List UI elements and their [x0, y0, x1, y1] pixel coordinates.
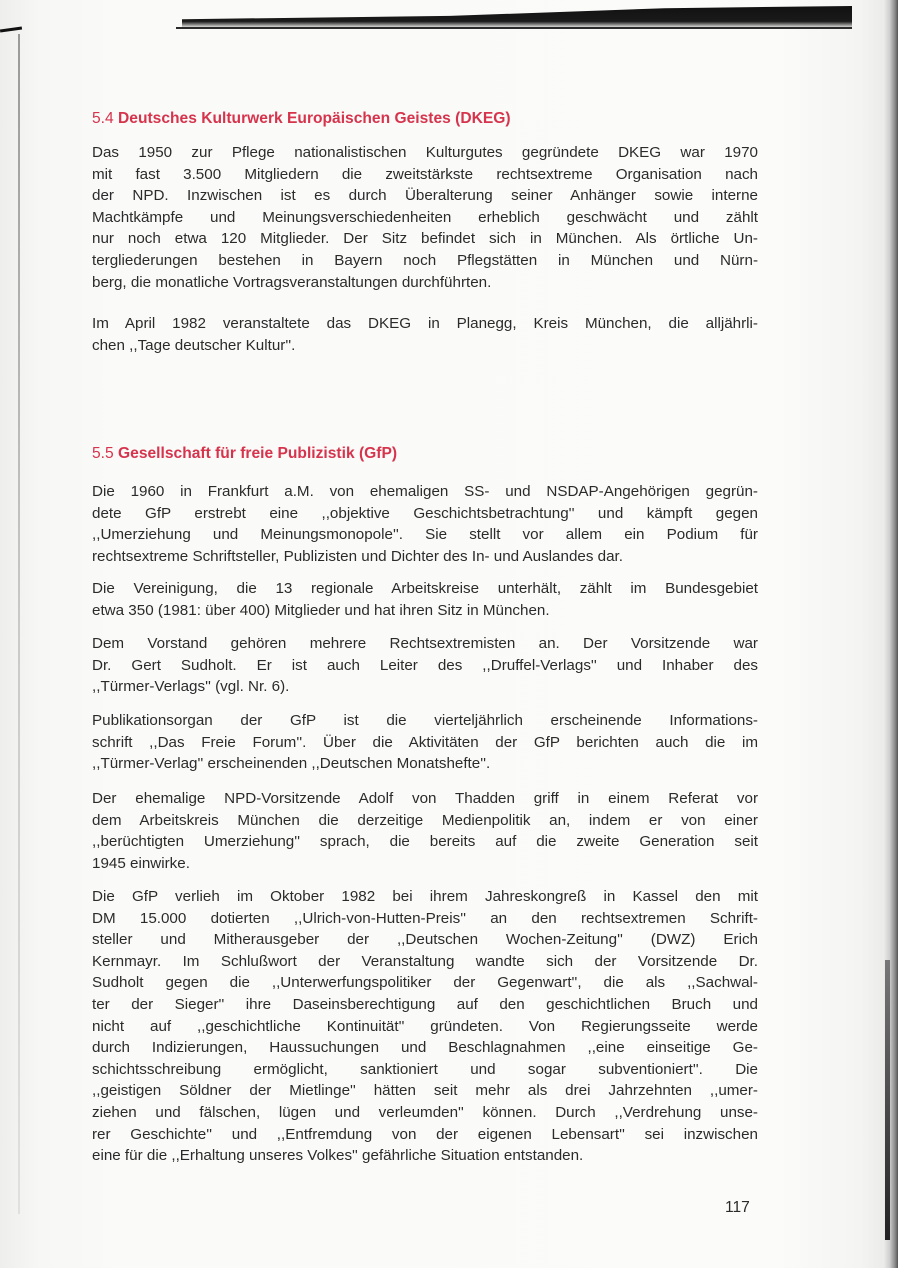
scan-edge-line [176, 27, 852, 29]
text-line: Der ehemalige NPD-Vorsitzende Adolf von Thadden griff in einem Referat vor [92, 790, 758, 807]
text-line: ziehen und fälschen, lügen und verleumden'' können. Durch ,,Verdrehung unse- [92, 1103, 758, 1121]
text-line: Publikationsorgan der GfP ist die vierteljährlich erscheinende Informations- [92, 712, 758, 729]
text-line: schrift ,,Das Freie Forum''. Über die Aktivitäten der GfP berichten auch die im [92, 733, 758, 751]
text-line: etwa 350 (1981: über 400) Mitglieder und hat ihren Sitz in München. [92, 601, 550, 619]
text-line: Die Vereinigung, die 13 regionale Arbeitskreise unterhält, zählt im Bundesgebiet [92, 580, 758, 597]
text-line: ,,Türmer-Verlag'' erscheinenden ,,Deutschen Monatshefte''. [92, 755, 491, 773]
section-title: Deutsches Kulturwerk Europäischen Geistes (DKEG) [118, 110, 511, 127]
text-line: Das 1950 zur Pflege nationalistischen Kulturgutes gegründete DKEG war 1970 [92, 144, 758, 161]
text-line: ,,Türmer-Verlags'' (vgl. Nr. 6). [92, 678, 290, 696]
text-line: ,,geistigen Söldner der Mietlinge'' hätten seit mehr als drei Jahrzehnten ,,umer- [92, 1082, 758, 1100]
text-line: ter der Sieger'' ihre Daseinsberechtigung auf den geschichtlichen Bruch und [92, 995, 758, 1013]
text-line: Die GfP verlieh im Oktober 1982 bei ihrem Jahreskongreß in Kassel den mit [92, 888, 758, 905]
text-line: DM 15.000 dotierten ,,Ulrich-von-Hutten-Preis'' an den rechtsextremen Schrift- [92, 909, 758, 927]
text-line: mit fast 3.500 Mitgliedern die zweitstärkste rechtsextreme Organisation nach [92, 165, 758, 183]
paragraph [92, 886, 758, 1167]
text-line: rechtsextreme Schriftsteller, Publizisten und Dichter des In- und Auslandes dar. [92, 547, 623, 565]
text-line: chen ,,Tage deutscher Kultur''. [92, 336, 296, 354]
section-heading-5-4 [92, 109, 511, 129]
section-number: 5.4 [92, 110, 114, 127]
text-line: tergliederungen bestehen in Bayern noch Pflegstätten in München und Nürn- [92, 251, 758, 269]
text-line: Sudholt gegen die ,,Unterwerfungspolitiker der Gegenwart'', die als ,,Sachwal- [92, 974, 758, 992]
text-line: Die 1960 in Frankfurt a.M. von ehemaligen SS- und NSDAP-Angehörigen gegrün- [92, 483, 758, 500]
text-line: dem Arbeitskreis München die derzeitige Medienpolitik an, indem er von einer [92, 811, 758, 829]
text-line: durch Indizierungen, Haussuchungen und Beschlagnahmen ,,eine einseitige Ge- [92, 1039, 758, 1057]
paragraph [92, 633, 758, 698]
text-line: nur noch etwa 120 Mitglieder. Der Sitz befindet sich in München. Als örtliche Un- [92, 230, 758, 248]
scan-corner-mark [0, 26, 22, 32]
paragraph [92, 142, 758, 293]
text-line: ,,berüchtigten Umerziehung'' sprach, die bereits auf die zweite Generation seit [92, 833, 758, 851]
text-line: 1945 einwirke. [92, 854, 190, 872]
text-line: ,,Umerziehung und Meinungsmonopole''. Sie stellt vor allem ein Podium für [92, 526, 758, 544]
text-line: Im April 1982 veranstaltete das DKEG in Planegg, Kreis München, die alljährli- [92, 315, 758, 332]
text-line: Kernmayr. Im Schlußwort der Veranstaltung wandte sich der Vorsitzende Dr. [92, 952, 758, 970]
text-line: der NPD. Inzwischen ist es durch Überalterung seiner Anhänger sowie interne [92, 187, 758, 205]
text-line: schichtsschreibung ermöglicht, sanktioniert und sogar subventioniert''. Die [92, 1060, 758, 1078]
paragraph [92, 481, 758, 567]
section-title: Gesellschaft für freie Publizistik (GfP) [118, 445, 398, 462]
paragraph [92, 710, 758, 775]
text-line: Machtkämpfe und Meinungsverschiedenheiten erheblich geschwächt und zählt [92, 208, 758, 226]
scan-edge-left [18, 34, 20, 1214]
text-line: nicht auf ,,geschichtliche Kontinuität'' gründeten. Von Regierungsseite werde [92, 1017, 758, 1035]
text-line: Dr. Gert Sudholt. Er ist auch Leiter des ,,Druffel-Verlags'' und Inhaber des [92, 656, 758, 674]
page-number: 117 [725, 1199, 750, 1216]
text-line: rer Geschichte'' und ,,Entfremdung von der eigenen Lebensart'' sei inzwischen [92, 1125, 758, 1143]
paragraph [92, 313, 758, 356]
scan-edge-shadow [885, 960, 890, 1240]
scan-edge-top [182, 6, 852, 28]
text-line: dete GfP erstrebt eine ,,objektive Geschichtsbetrachtung'' und kämpft gegen [92, 504, 758, 522]
section-heading-5-5 [92, 444, 397, 464]
text-line: steller und Mitherausgeber der ,,Deutschen Wochen-Zeitung'' (DWZ) Erich [92, 931, 758, 949]
paragraph [92, 788, 758, 874]
text-line: Dem Vorstand gehören mehrere Rechtsextremisten an. Der Vorsitzende war [92, 635, 758, 652]
paragraph [92, 578, 758, 621]
section-number: 5.5 [92, 445, 114, 462]
text-line: berg, die monatliche Vortragsveranstaltungen durchführten. [92, 273, 492, 291]
text-line: eine für die ,,Erhaltung unseres Volkes'' gefährliche Situation entstanden. [92, 1147, 584, 1165]
